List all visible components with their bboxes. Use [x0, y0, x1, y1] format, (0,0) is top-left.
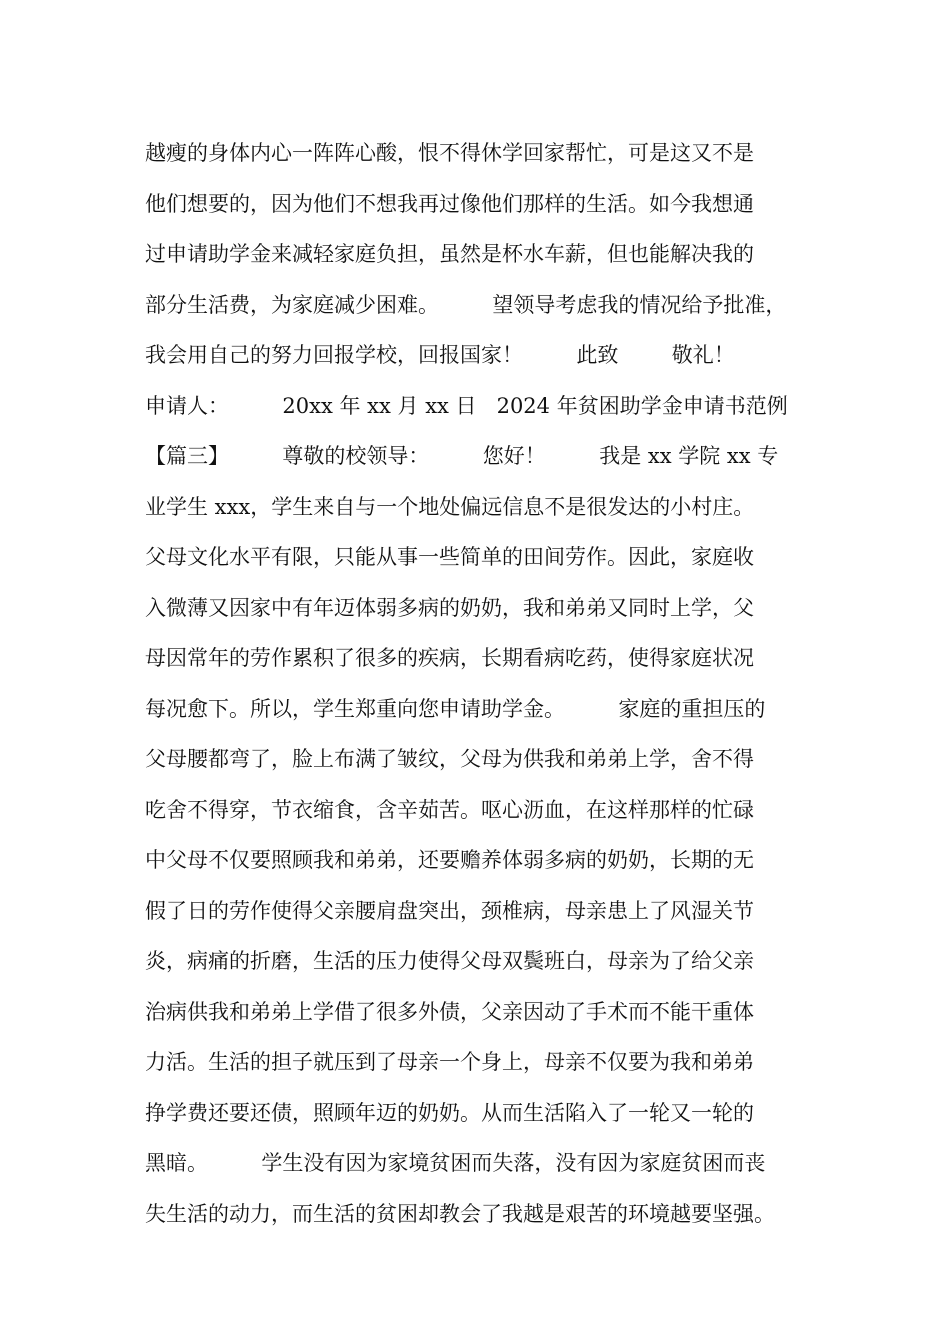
text-line: 过申请助学金来减轻家庭负担，虽然是杯水车薪，但也能解决我的: [145, 242, 754, 266]
text-line: 假了日的劳作使得父亲腰肩盘突出，颈椎病，母亲患上了风湿关节: [145, 898, 754, 923]
text-line: 【篇三】 尊敬的校领导： 您好！ 我是 xx 学院 xx 专: [145, 444, 779, 468]
text-line: 父母文化水平有限，只能从事一些简单的田间劳作。因此，家庭收: [145, 545, 754, 569]
text-line: 吃舍不得穿，节衣缩食，含辛茹苦。呕心沥血，在这样那样的忙碌: [145, 797, 754, 822]
text-line: 父母腰都弯了，脸上布满了皱纹，父母为供我和弟弟上学，舍不得: [145, 747, 754, 771]
text-line: 治病供我和弟弟上学借了很多外债，父亲因动了手术而不能干重体: [145, 999, 754, 1024]
text-line: 挣学费还要还债，照顾年迈的奶奶。从而生活陷入了一轮又一轮的: [145, 1100, 754, 1125]
text-line: 炎，病痛的折磨，生活的压力使得父母双鬓班白，母亲为了给父亲: [145, 949, 754, 973]
text-line: 黑暗。 学生没有因为家境贫困而失落，没有因为家庭贫困而丧: [145, 1151, 766, 1175]
text-line: 入微薄又因家中有年迈体弱多病的奶奶，我和弟弟又同时上学，父: [145, 595, 754, 620]
text-line: 力活。生活的担子就压到了母亲一个身上，母亲不仅要为我和弟弟: [145, 1050, 754, 1074]
text-line: 部分生活费，为家庭减少困难。 望领导考虑我的情况给予批准，: [145, 292, 787, 317]
text-line: 业学生 xxx，学生来自与一个地处偏远信息不是很发达的小村庄。: [145, 494, 755, 519]
text-line: 越瘦的身体内心一阵阵心酸，恨不得休学回家帮忙，可是这又不是: [145, 141, 754, 165]
text-line: 他们想要的，因为他们不想我再过像他们那样的生活。如今我想通: [145, 191, 754, 216]
text-line: 申请人： 20xx 年 xx 月 xx 日 2024 年贫困助学金申请书范例: [145, 393, 788, 418]
text-line: 母因常年的劳作累积了很多的疾病，长期看病吃药，使得家庭状况: [145, 646, 754, 670]
text-line: 中父母不仅要照顾我和弟弟，还要赡养体弱多病的奶奶，长期的无: [145, 848, 754, 872]
text-line: 失生活的动力，而生活的贫困却教会了我越是艰苦的环境越要坚强。: [145, 1201, 775, 1226]
body-text: [145, 128, 835, 1239]
text-line: 每况愈下。所以，学生郑重向您申请助学金。 家庭的重担压的: [145, 696, 766, 721]
text-line: 我会用自己的努力回报学校，回报国家！ 此致 敬礼！: [145, 343, 735, 367]
